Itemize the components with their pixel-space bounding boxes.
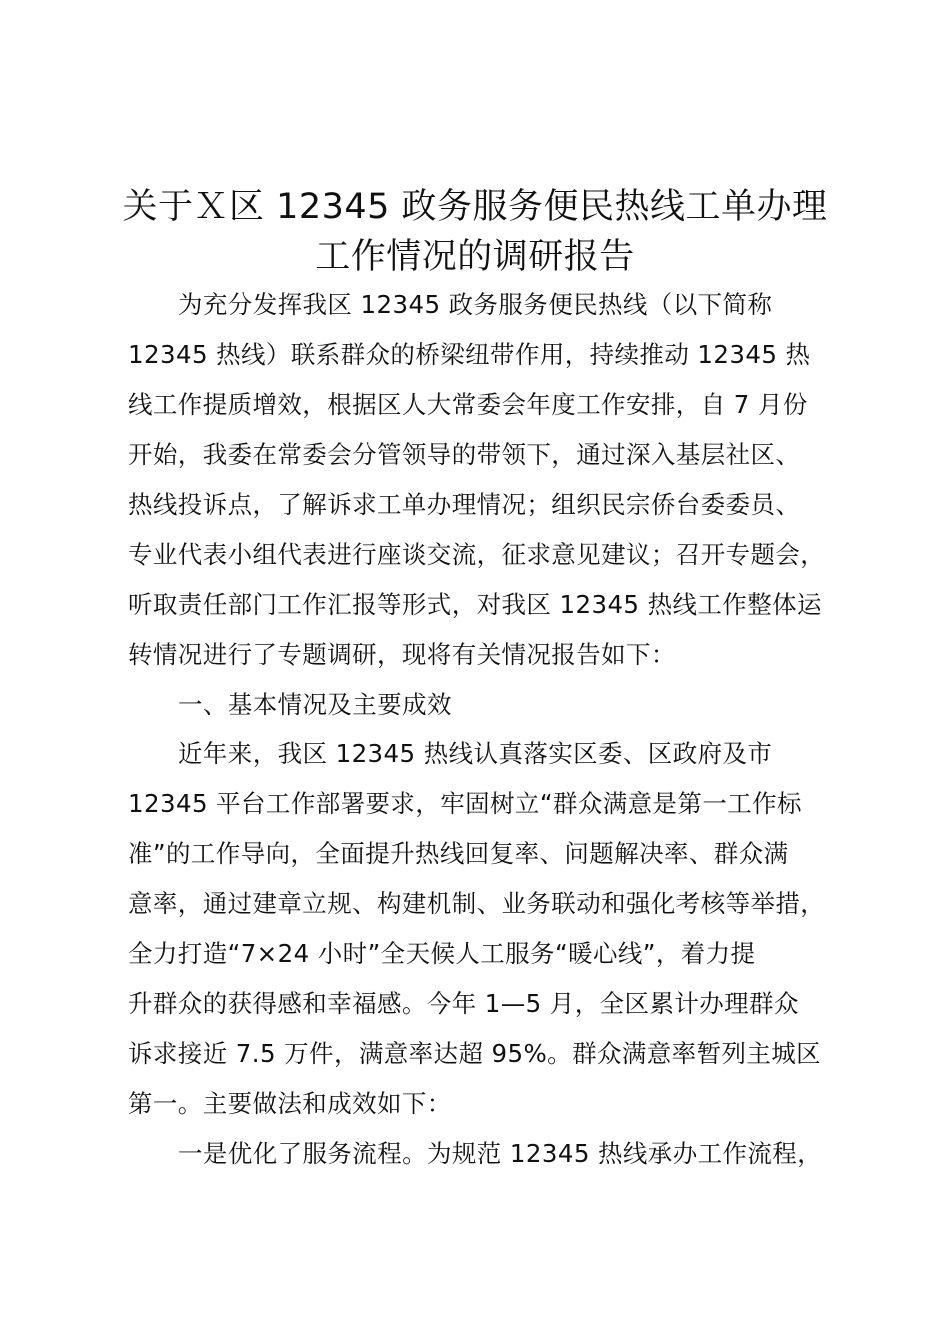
body-line: 开始，我委在常委会分管领导的带领下，通过深入基层社区、 <box>128 440 801 469</box>
body-line: 12345 平台工作部署要求，牢固树立“群众满意是第一工作标 <box>128 789 802 818</box>
body-line: 准”的工作导向，全面提升热线回复率、问题解决率、群众满 <box>128 839 789 868</box>
body-line: 全力打造“7×24 小时”全天候人工服务“暖心线”，着力提 <box>128 939 756 968</box>
body-line: 第一。主要做法和成效如下： <box>128 1089 452 1118</box>
body-line: 为充分发挥我区 12345 政务服务便民热线（以下简称 <box>178 290 773 319</box>
report-title-line-2: 工作情况的调研报告 <box>315 237 635 277</box>
body-line: 热线投诉点，了解诉求工单办理情况；组织民宗侨台委委员、 <box>128 490 801 519</box>
body-line: 近年来，我区 12345 热线认真落实区委、区政府及市 <box>178 739 773 768</box>
body-line: 转情况进行了专题调研，现将有关情况报告如下： <box>128 640 676 669</box>
body-line: 线工作提质增效，根据区人大常委会年度工作安排，自 7 月份 <box>128 390 808 419</box>
body-line: 听取责任部门工作汇报等形式，对我区 12345 热线工作整体运 <box>128 590 822 619</box>
report-title-line-1: 关于Ｘ区 12345 政务服务便民热线工单办理 <box>122 187 828 227</box>
body-line: 一是优化了服务流程。为规范 12345 热线承办工作流程， <box>178 1139 823 1168</box>
body-line: 升群众的获得感和幸福感。今年 1—5 月，全区累计办理群众 <box>128 989 799 1018</box>
body-line: 12345 热线）联系群众的桥梁纽带作用，持续推动 12345 热 <box>128 340 811 369</box>
section-heading: 一、基本情况及主要成效 <box>178 690 452 719</box>
body-line: 意率，通过建章立规、构建机制、业务联动和强化考核等举措， <box>128 889 826 918</box>
body-line: 专业代表小组代表进行座谈交流，征求意见建议；召开专题会， <box>128 540 826 569</box>
body-line: 诉求接近 7.5 万件，满意率达超 95%。群众满意率暂列主城区 <box>128 1039 822 1068</box>
